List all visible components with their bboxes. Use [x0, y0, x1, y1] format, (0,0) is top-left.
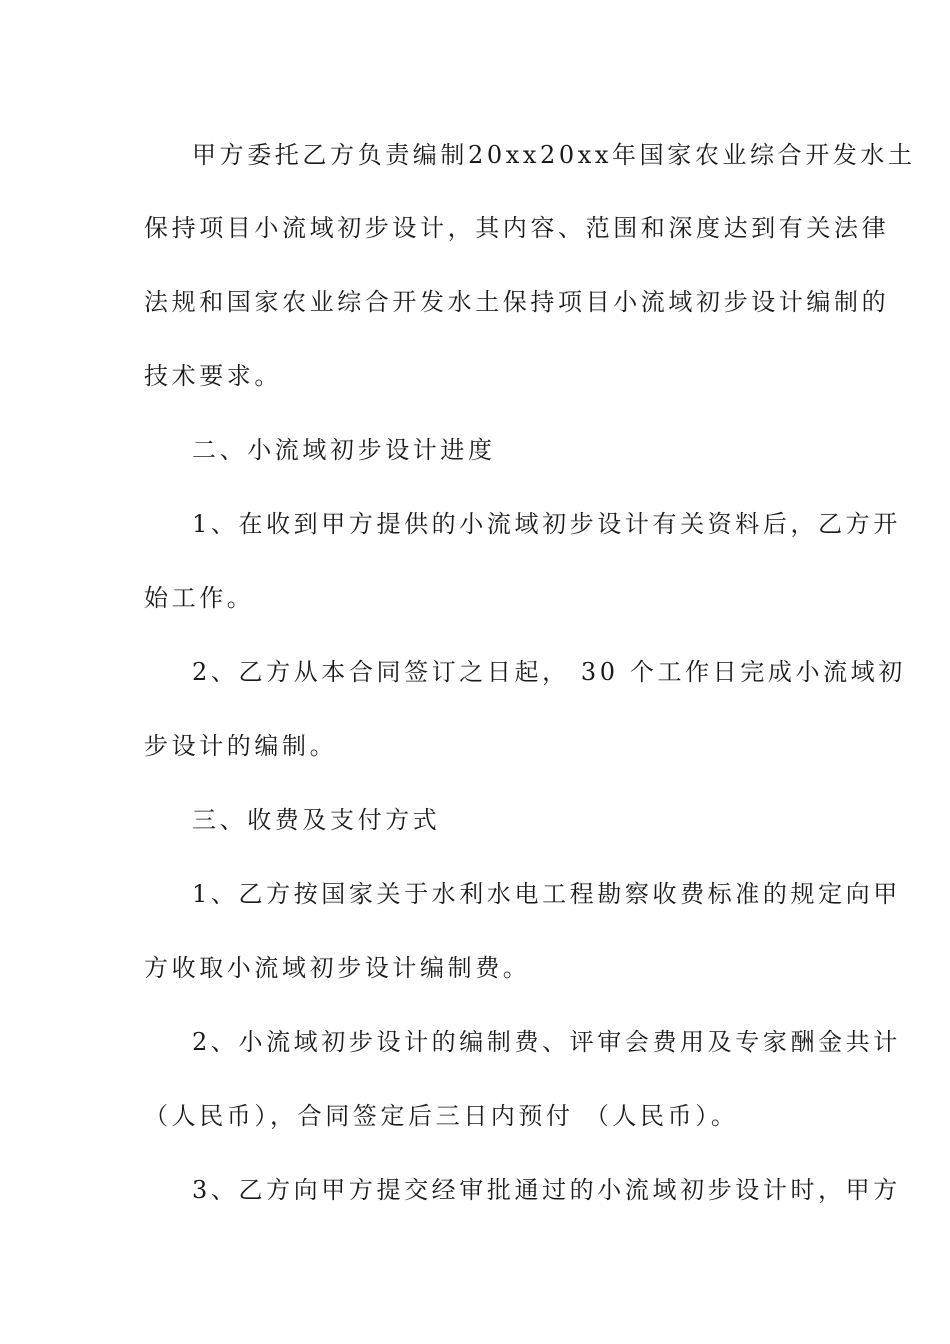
paragraph-line: 2、小流域初步设计的编制费、评审会费用及专家酬金共计 — [192, 1028, 901, 1056]
paragraph-line: 方收取小流域初步设计编制费。 — [144, 954, 531, 982]
paragraph-line: 1、在收到甲方提供的小流域初步设计有关资料后，乙方开 — [192, 510, 901, 538]
paragraph-line: 甲方委托乙方负责编制20xx20xx年国家农业综合开发水土 — [192, 141, 916, 169]
paragraph-line: （人民币），合同签定后三日内预付 （人民币）。 — [144, 1102, 739, 1130]
paragraph-line: 1、乙方按国家关于水利水电工程勘察收费标准的规定向甲 — [192, 880, 901, 908]
paragraph-line: 技术要求。 — [144, 362, 282, 390]
heading-line: 三、收费及支付方式 — [192, 806, 441, 834]
paragraph-line: 2、乙方从本合同签订之日起， 30 个工作日完成小流域初 — [192, 658, 906, 686]
paragraph-line: 步设计的编制。 — [144, 732, 338, 760]
heading-line: 二、小流域初步设计进度 — [192, 436, 496, 464]
paragraph-line: 始工作。 — [144, 584, 255, 612]
paragraph-line: 法规和国家农业综合开发水土保持项目小流域初步设计编制的 — [144, 288, 890, 316]
paragraph-line: 保持项目小流域初步设计，其内容、范围和深度达到有关法律 — [144, 214, 890, 242]
paragraph-line: 3、乙方向甲方提交经审批通过的小流域初步设计时，甲方 — [192, 1176, 901, 1204]
